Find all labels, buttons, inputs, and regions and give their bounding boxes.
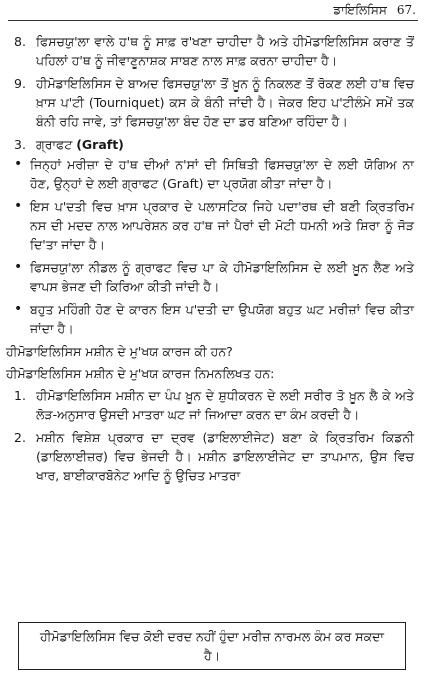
item-number: 1.	[14, 388, 26, 403]
boxed-note-text: ਹੀਮੋਡਾਇਲਿਸਿਸ ਵਿਚ ਕੋਈ ਦਰਦ ਨਹੀਂ ਹੁੰਦਾ ਮਰੀਜ਼ ਨਾਰਮਲ ਕੰਮ ਕਰ ਸਕਦਾ ਹੈ।	[39, 629, 384, 663]
function-item	[14, 386, 414, 424]
bullet-text: ਇਸ ਪ'ਦਤੀ ਵਿਚ ਖ਼ਾਸ ਪ੍ਰਕਾਰ ਦੇ ਪਲਾਸਟਿਕ ਜਿਹੇ ਪਦਾ'ਰਥ ਦੀ ਬਣੀ ਕ੍ਰਿਤਰਿਮ ਨਸ ਦੀ ਮਦਦ ਨਾਲ ਆਪਰੇਸ਼ਨ ਕਰ ਹ'ਥ ਜਾਂ ਪੈਰਾਂ ਦੀ ਮੋਟੀ ਧਮਨੀ ਅਤੇ ਸ਼ਿਰਾ ਨੂੰ ਜੋੜ ਦਿ'ਤਾ ਜਾਂਦਾ ਹੈ।	[30, 199, 414, 252]
item-text: ਮਸ਼ੀਨ ਵਿਸ਼ੇਸ਼ ਪ੍ਰਕਾਰ ਦਾ ਦ੍ਰਵ (ਡਾਇਲਾਈਜੇਟ) ਬਣਾ ਕੇ ਕ੍ਰਿਤਰਿਮ ਕਿਡਨੀ (ਡਾਇਲਾਈਜ਼ਰ) ਵਿਚ ਭੇਜਦੀ ਹੈ। ਮਸ਼ੀਨ ਡਾਇਲਾਈਜੇਟ ਦਾ ਤਾਪਮਾਨ, ਉਸ ਵਿਚ ਖਾਰ, ਬਾਈਕਾਰਬੋਨੇਟ ਆਦਿ ਨੂੰ ਉਚਿਤ ਮਾਤਰਾ	[36, 430, 414, 483]
item-number: 2.	[14, 430, 26, 445]
page-body	[0, 32, 430, 489]
bullet-item	[14, 258, 414, 296]
section-number: 3.	[14, 137, 26, 152]
numbered-item	[14, 32, 414, 70]
section-title: ਗ੍ਰਾਫਟ	[36, 137, 73, 152]
bullet-text: ਬਹੁਤ ਮਹਿੰਗੀ ਹੋਣ ਦੇ ਕਾਰਨ ਇਸ ਪ'ਦਤੀ ਦਾ ਉਪਯੋਗ ਬਹੁਤ ਘਟ ਮਰੀਜ਼ਾਂ ਵਿਚ ਕੀਤਾ ਜਾਂਦਾ ਹੈ।	[30, 302, 414, 336]
item-text: ਫਿਸਚਯੁ'ਲਾ ਵਾਲੇ ਹ'ਥ ਨੂੰ ਸਾਫ਼ ਰ'ਖਣਾ ਚਾਹੀਦਾ ਹੈ ਅਤੇ ਹੀਮੋਡਾਇਲਿਸਿਸ ਕਰਾਣ ਤੋਂ ਪਹਿਲਾਂ ਹ'ਥ ਨੂੰ ਜੀਵਾਣੂਨਾਸ਼ਕ ਸਾਬਣ ਨਾਲ ਸਾਫ਼ ਕਰਨਾ ਚਾਹੀਦਾ ਹੈ।	[36, 34, 414, 68]
question-heading: ਹੀਮੋਡਾਇਲਿਸਿਸ ਮਸ਼ੀਨ ਦੇ ਮੁ'ਖਯ ਕਾਰਜ ਕੀ ਹਨ?	[6, 344, 233, 359]
bullet-item	[14, 197, 414, 254]
bullet-text: ਜਿਨ੍ਹਾਂ ਮਰੀਜ਼ਾ ਦੇ ਹ'ਥ ਦੀਆਂ ਨ'ਸਾਂ ਦੀ ਸਿਥਿਤੀ ਫਿਸਚਯੁ'ਲਾ ਦੇ ਲਈ ਯੋਗਿਅ ਨਾ ਹੋਣ, ਉਨ੍ਹਾਂ ਦੇ ਲਈ ਗ੍ਰਾਫਟ (Graft) ਦਾ ਪ੍ਰਯੋਗ ਕੀਤਾ ਜਾਂਦਾ ਹੈ।	[30, 157, 414, 191]
answer-intro: ਹੀਮੋਡਾਇਲਿਸਿਸ ਮਸ਼ੀਨ ਦੇ ਮੁ'ਖਯ ਕਾਰਜ ਨਿਮਨਲਿਖਤ ਹਨ:	[6, 366, 275, 381]
bullet-icon: •	[14, 301, 23, 317]
section-title-english: (Graft)	[76, 137, 124, 152]
section-heading-graft	[14, 135, 414, 154]
chapter-title: ਡਾਇਲਿਸਿਸ	[333, 3, 387, 17]
bullet-item	[14, 300, 414, 338]
item-number: 9.	[14, 76, 26, 91]
running-header	[333, 2, 416, 18]
bullet-item	[14, 155, 414, 193]
header-rule	[8, 20, 418, 21]
bullet-text: ਫਿਸਚਯੁ'ਲਾ ਨੀਡਲ ਨੂੰ ਗ੍ਰਾਫਟ ਵਿਚ ਪਾ ਕੇ ਹੀਮੋਡਾਇਲਿਸਿਸ ਦੇ ਲਈ ਖ਼ੂਨ ਲੈਣ ਅਤੇ ਵਾਪਸ ਭੇਜਣ ਦੀ ਕਿਰਿਆ ਕੀਤੀ ਜਾਂਦੀ ਹੈ।	[30, 260, 414, 294]
numbered-item	[14, 74, 414, 131]
item-text: ਹੀਮੋਡਾਇਲਿਸਿਸ ਦੇ ਬਾਅਦ ਫਿਸਚਯੁ'ਲਾ ਤੋਂ ਖ਼ੂਨ ਨੂੰ ਨਿਕਲਣ ਤੋਂ ਰੋਕਣ ਲਈ ਹ'ਥ ਵਿਚ ਖ਼ਾਸ ਪ'ਟੀ (Tourniquet) ਕਸ ਕੇ ਬੰਨੀ ਜਾਂਦੀ ਹੈ। ਜੇਕਰ ਇਹ ਪ'ਟੀਲੰਮੇ ਸਮੇਂ ਤਕ ਬੰਨੀ ਰਹਿ ਜਾਵੇ, ਤਾਂ ਫਿਸਚਯੁ'ਲਾ ਬੰਦ ਹੋਣ ਦਾ ਡਰ ਬਣਿਆ ਰਹਿੰਦਾ ਹੈ।	[36, 76, 414, 129]
bullet-icon: •	[14, 198, 23, 214]
function-item	[14, 428, 414, 485]
item-number: 8.	[14, 34, 26, 49]
item-text: ਹੀਮੋਡਾਇਲਿਸਿਸ ਮਸ਼ੀਨ ਦਾ ਪੰਪ ਖ਼ੂਨ ਦੇ ਸ਼ੁਧੀਕਰਨ ਦੇ ਲਈ ਸਰੀਰ ਤੋ ਖ਼ੂਨ ਲੈ ਕੇ ਅਤੇ ਲੋੜ-ਅਨੁਸਾਰ ਉਸਦੀ ਮਾਤਰਾ ਘਟ ਜਾਂ ਜਿਆਦਾ ਕਰਨ ਦਾ ਕੰਮ ਕਰਦੀ ਹੈ।	[36, 388, 414, 422]
page-number: 67.	[396, 3, 416, 17]
bullet-icon: •	[14, 259, 23, 275]
boxed-note	[18, 622, 406, 670]
bullet-icon: •	[14, 156, 23, 172]
